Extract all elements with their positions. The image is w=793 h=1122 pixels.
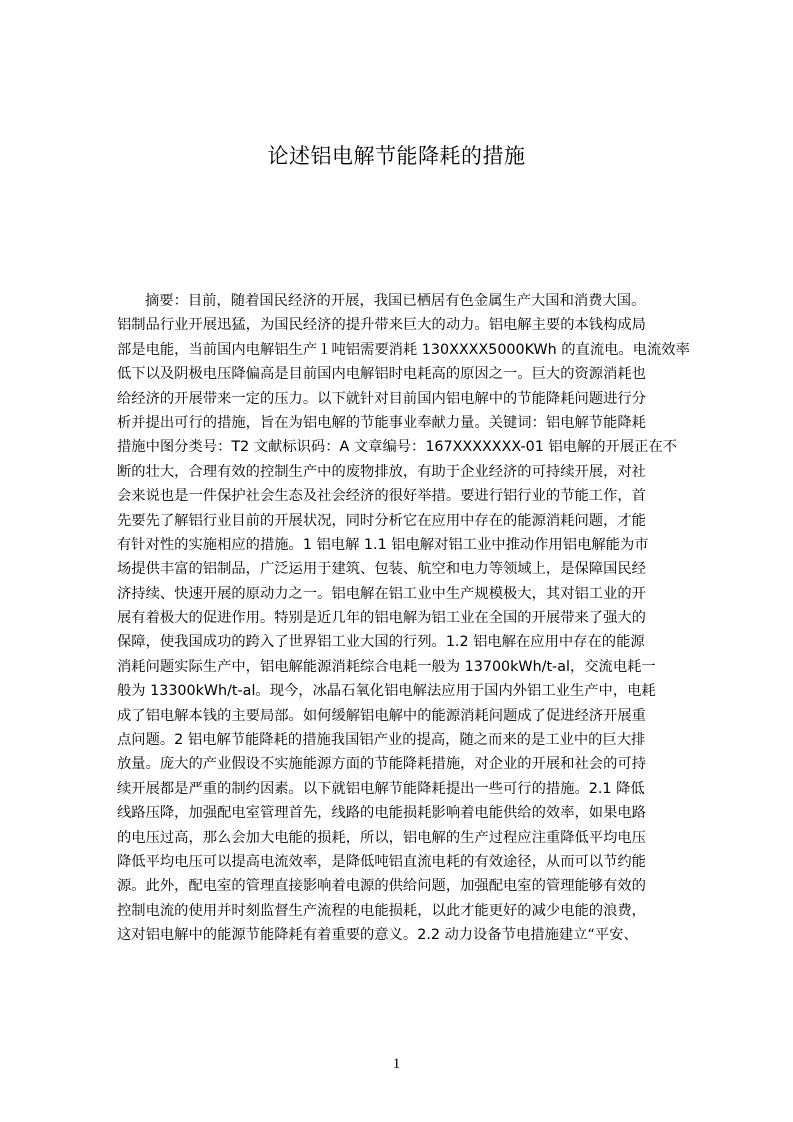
document-title: 论述铝电解节能降耗的措施 xyxy=(267,144,526,168)
text-line: 摘要：目前，随着国民经济的开展，我国已栖居有色金属生产大国和消费大国。 xyxy=(145,293,646,309)
text-line: 般为 13300kWh/t-al。现今，冰晶石氧化铝电解法应用于国内外铝工业生产中，电耗 xyxy=(117,683,656,700)
body-text xyxy=(117,289,698,1019)
text-line: 铝制品行业开展迅猛，为国民经济的提升带来巨大的动力。铝电解主要的本钱构成局 xyxy=(117,317,646,334)
text-line: 的电压过高，那么会加大电能的损耗，所以，铝电解的生产过程应注重降低平均电压 xyxy=(117,829,646,846)
text-line: 线路压降，加强配电室管理首先，线路的电能损耗影响着电能供给的效率，如果电路 xyxy=(117,805,646,822)
text-line: 析并提出可行的措施，旨在为铝电解的节能事业奉献力量。关键词：铝电解节能降耗 xyxy=(117,414,646,431)
text-line: 措施中图分类号：T2 文献标识码：A 文章编号：167XXXXXXX-01 铝电解的开展正在不 xyxy=(117,439,678,456)
text-line: 保障，使我国成功的跨入了世界铝工业大国的行列。1.2 铝电解在应用中存在的能源 xyxy=(117,634,645,651)
text-line: 成了铝电解本钱的主要局部。如何缓解铝电解中的能源消耗问题成了促进经济开展重 xyxy=(117,707,646,724)
text-line: 济持续、快速开展的原动力之一。铝电解在铝工业中生产规模极大，其对铝工业的开 xyxy=(117,585,646,602)
text-line: 先要先了解铝行业目前的开展状况，同时分析它在应用中存在的能源消耗问题，才能 xyxy=(117,512,646,529)
text-line: 部是电能，当前国内电解铝生产１吨铝需要消耗 130XXXX5000KWh 的直流电。电流效率 xyxy=(117,341,690,358)
text-line: 续开展都是严重的制约因素。以下就铝电解节能降耗提出一些可行的措施。2.1 降低 xyxy=(117,780,645,797)
text-line: 控制电流的使用并时刻监督生产流程的电能损耗，以此才能更好的减少电能的浪费， xyxy=(117,902,646,919)
text-line: 场提供丰富的铝制品，广泛运用于建筑、包装、航空和电力等领域上，是保障国民经 xyxy=(117,561,646,578)
text-line: 给经济的开展带来一定的压力。以下就针对目前国内铝电解中的节能降耗问题进行分 xyxy=(117,390,646,407)
text-line: 展有着极大的促进作用。特别是近几年的铝电解为铝工业在全国的开展带来了强大的 xyxy=(117,610,646,627)
text-line: 放量。庞大的产业假设不实施能源方面的节能降耗措施，对企业的开展和社会的可持 xyxy=(117,756,646,773)
text-line: 会来说也是一件保护社会生态及社会经济的很好举措。要进行铝行业的节能工作，首 xyxy=(117,488,646,505)
text-line: 点问题。2 铝电解节能降耗的措施我国铝产业的提高，随之而来的是工业中的巨大排 xyxy=(117,732,646,749)
text-line: 有针对性的实施相应的措施。1 铝电解 1.1 铝电解对铝工业中推动作用铝电解能为市 xyxy=(117,536,649,553)
text-line: 源。此外，配电室的管理直接影响着电源的供给问题，加强配电室的管理能够有效的 xyxy=(117,878,646,895)
text-line: 降低平均电压可以提高电流效率，是降低吨铝直流电耗的有效途径，从而可以节约能 xyxy=(117,853,646,870)
text-line: 低下以及阴极电压降偏高是目前国内电解铝时电耗高的原因之一。巨大的资源消耗也 xyxy=(117,366,646,383)
text-line: 断的壮大，合理有效的控制生产中的废物排放，有助于企业经济的可持续开展，对社 xyxy=(117,463,646,480)
text-line: 消耗问题实际生产中，铝电解能源消耗综合电耗一般为 13700kWh/t-al，交流电耗一 xyxy=(117,658,656,675)
text-line: 这对铝电解中的能源节能降耗有着重要的意义。2.2 动力设备节电措施建立“平安、 xyxy=(117,927,638,944)
page-number: 1 xyxy=(392,1056,401,1072)
